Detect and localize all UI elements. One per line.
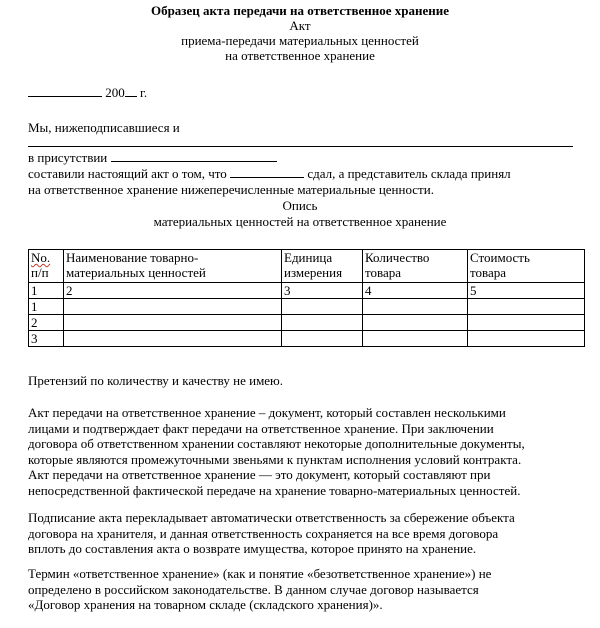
table-cell[interactable] [363, 315, 468, 331]
table-cell: 1 [29, 283, 64, 299]
header-cost: Стоимость товара [468, 250, 585, 283]
table-cell: 1 [29, 299, 64, 315]
table-cell: 3 [282, 283, 363, 299]
table-cell[interactable] [64, 315, 282, 331]
paragraph-line: непосредственной фактической передаче на хранение товарно-материальных ценностей. [28, 482, 521, 498]
table-cell[interactable] [468, 315, 585, 331]
signatories-line[interactable] [28, 146, 573, 147]
inventory-title: Опись [282, 198, 318, 213]
table-cell: 5 [468, 283, 585, 299]
paragraph-line: «Договор хранения на товарном складе (складского хранения)». [28, 597, 383, 612]
paragraph-line: Акт передачи на ответственное хранение – документ, который составлен несколькими [28, 405, 506, 420]
date-year: 200 [105, 85, 125, 100]
date-line [28, 85, 147, 100]
in-presence-label: в присутствии [28, 150, 108, 165]
drew-up-line-3: на ответственное хранение нижеперечисленные материальные ценности. [28, 182, 434, 197]
table-cell: 3 [29, 331, 64, 347]
paragraph-line: вплоть до составления акта о возврате имущества, которое принято на хранение. [28, 541, 477, 556]
table-cell[interactable] [363, 299, 468, 315]
paragraph-line: договора об ответственном хранении составляют некоторые дополнительные документы, [28, 436, 525, 451]
drew-up-part-1: составили настоящий акт о том, что [28, 166, 227, 181]
presence-blank[interactable] [111, 150, 277, 162]
table-cell[interactable] [282, 331, 363, 347]
paragraph-line: Термин «ответственное хранение» (как и понятие «безответственное хранение») не [28, 566, 492, 581]
table-row [29, 299, 585, 315]
paragraph-line: лицами и подтверждает факт передачи на ответственное хранение. При заключении [28, 420, 494, 436]
claims-statement: Претензий по количеству и качеству не имею. [28, 373, 284, 388]
handed-by-blank[interactable] [230, 166, 304, 178]
table-header-row [29, 250, 585, 283]
main-title: Образец акта передачи на ответственное хранение [150, 3, 450, 18]
date-blank[interactable] [28, 85, 102, 97]
act-subtitle-1: приема-передачи материальных ценностей [181, 33, 419, 48]
paragraph-line: Подписание акта перекладывает автоматически ответственность за сбережение объекта [28, 510, 515, 525]
paragraph-line: договора на хранителя, и данная ответственность сохраняется на все время договора [28, 525, 499, 541]
header-unit: Единица измерения [282, 250, 363, 283]
year-blank[interactable] [125, 85, 137, 97]
paragraph-2 [28, 510, 588, 557]
paragraph-line: определено в российском законодательстве. В данном случае договор называется [28, 581, 479, 597]
date-suffix: г. [140, 85, 148, 100]
table-cell[interactable] [282, 299, 363, 315]
inventory-subtitle: материальных ценностей на ответственное хранение [153, 214, 447, 229]
paragraph-3 [28, 566, 588, 613]
paragraph-line: Акт передачи на ответственное хранение — это документ, который составляют при [28, 467, 491, 482]
in-presence-line [28, 150, 277, 165]
paragraph-1 [28, 405, 588, 498]
table-row [29, 315, 585, 331]
table-cell[interactable] [468, 331, 585, 347]
table-row [29, 331, 585, 347]
table-cell: 4 [363, 283, 468, 299]
table-number-row [29, 283, 585, 299]
header-no: No. п/п [29, 250, 64, 283]
drew-up-part-2: сдал, а представитель склада принял [307, 166, 511, 181]
paragraph-line: которые являются промежуточными звеньями к пунктам исполнения условий контракта. [28, 451, 522, 467]
act-subtitle-2: на ответственное хранение [225, 48, 375, 63]
act-title: Акт [289, 18, 311, 33]
inventory-table [28, 249, 585, 347]
drew-up-line [28, 166, 511, 181]
header-quantity: Количество товара [363, 250, 468, 283]
table-cell[interactable] [64, 331, 282, 347]
we-signed: Мы, нижеподписавшиеся и [28, 120, 180, 135]
table-cell[interactable] [468, 299, 585, 315]
table-cell[interactable] [64, 299, 282, 315]
header-name: Наименование товарно- материальных ценностей [64, 250, 282, 283]
table-cell[interactable] [363, 331, 468, 347]
table-cell: 2 [29, 315, 64, 331]
table-cell: 2 [64, 283, 282, 299]
table-cell[interactable] [282, 315, 363, 331]
